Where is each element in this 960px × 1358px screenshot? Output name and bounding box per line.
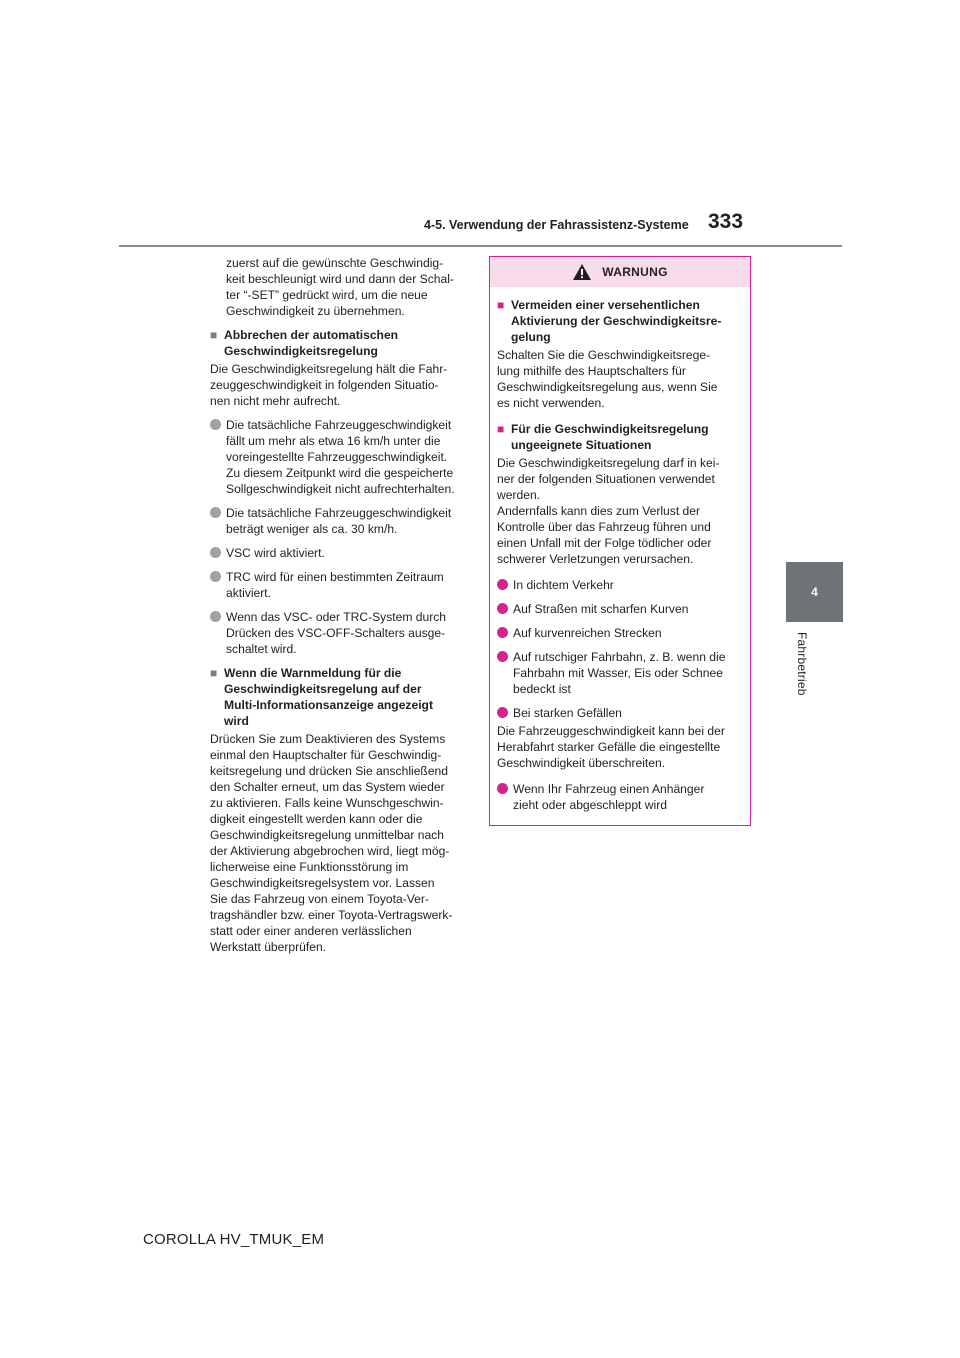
unsuitable-situations-list (497, 577, 743, 697)
list-item-text: Die tatsächliche Fahrzeuggeschwindigkeit fällt um mehr als etwa 16 km/h unter die voreingestellte Fahrzeuggeschwindigkeit. Zu diesem Zeitpunkt wird die gespeicherte Sollgeschwindigkeit nicht aufrechterhalten. (226, 418, 455, 496)
list-item-text: Bei starken Gefällen (513, 706, 622, 720)
list-item (497, 781, 743, 813)
list-item (210, 417, 472, 497)
list-item-text: VSC wird aktiviert. (226, 546, 325, 560)
bullet-dot-icon (497, 603, 508, 614)
section-text: Die Geschwindigkeitsregelung hält die Fahr- zeuggeschwindigkeit in folgenden Situatio- nen nicht mehr aufrecht. (210, 362, 448, 408)
list-item-text: TRC wird für einen bestimmten Zeitraum aktiviert. (226, 570, 444, 600)
warning-title: WARNUNG (602, 265, 668, 279)
warning-text: Die Geschwindigkeitsregelung darf in kei- ner der folgenden Situationen verwendet werden. Andernfalls kann dies zum Verlust der Kontrolle über das Fahrzeug führen und einen Unfall mit der Folge tödlicher oder schwerer Verletzungen verursachen. (497, 456, 720, 566)
list-item-text: Auf kurvenreichen Strecken (513, 626, 662, 640)
heading-text: Vermeiden einer versehentlichen Aktivierung der Geschwindigkeitsre- gelung (511, 298, 722, 344)
bullet-dot-icon (497, 579, 508, 590)
list-item (210, 569, 472, 601)
bullet-dot-icon (210, 611, 221, 622)
list-item (210, 609, 472, 657)
bullet-dot-icon (210, 419, 221, 430)
square-bullet-icon: ■ (210, 328, 218, 342)
list-item-text: Wenn das VSC- oder TRC-System durch Drücken des VSC-OFF-Schalters ausge- schaltet wird. (226, 610, 447, 656)
heading-text: Für die Geschwindigkeitsregelung ungeeignete Situationen (511, 422, 709, 452)
cancel-conditions-list (210, 417, 472, 657)
warning-heading-situations (497, 421, 743, 453)
page-number: 333 (708, 210, 744, 233)
intro-paragraph: zuerst auf die gewünschte Geschwindig- keit beschleunigt wird und dann der Schal- ter “-SET” gedrückt wird, um die neue Geschwindigkeit zu übernehmen. (226, 256, 454, 318)
warning-box (489, 256, 751, 826)
warning-text: Die Fahrzeuggeschwindigkeit kann bei der Herabfahrt starker Gefälle die eingestellte Geschwindigkeit überschreiten. (497, 724, 725, 770)
section-title: 4-5. Verwendung der Fahrassistenz-Systeme (424, 218, 689, 232)
list-item-text: Auf rutschiger Fahrbahn, z. B. wenn die Fahrbahn mit Wasser, Eis oder Schnee bedeckt ist (513, 650, 726, 696)
bullet-dot-icon (210, 571, 221, 582)
warning-heading-avoid (497, 297, 743, 345)
list-item-text: Die tatsächliche Fahrzeuggeschwindigkeit beträgt weniger als ca. 30 km/h. (226, 506, 452, 536)
warning-body (490, 287, 750, 813)
left-column (210, 255, 472, 963)
list-item (497, 625, 743, 641)
list-item (497, 705, 743, 721)
section-heading-warning-message (210, 665, 472, 729)
list-item-text: Wenn Ihr Fahrzeug einen Anhänger zieht oder abgeschleppt wird (513, 782, 705, 812)
list-item (210, 545, 472, 561)
list-item (497, 577, 743, 593)
square-bullet-icon: ■ (497, 422, 505, 436)
bullet-dot-icon (497, 651, 508, 662)
square-bullet-icon: ■ (497, 298, 505, 312)
list-item (497, 649, 743, 697)
warning-header (490, 257, 750, 287)
square-bullet-icon: ■ (210, 666, 218, 680)
heading-text: Abbrechen der automatischen Geschwindigkeitsregelung (224, 328, 399, 358)
list-item (210, 505, 472, 537)
warning-triangle-icon (572, 263, 592, 281)
bullet-dot-icon (497, 783, 508, 794)
chapter-tab[interactable] (786, 562, 843, 622)
bullet-dot-icon (210, 507, 221, 518)
section-text: Drücken Sie zum Deaktivieren des Systems einmal den Hauptschalter für Geschwindig- keitsregelung und drücken Sie anschließend den Schalter erneut, um das System wieder zu aktivieren. Falls keine Wunschgeschwin- digkeit eingestellt werden kann oder die Geschwindigkeitsregelung unmittelbar nach der Aktivierung abgebrochen wird, liegt mög- licherweise eine Funktionsstörung im Geschwindigkeitsregelsystem vor. Lassen Sie das Fahrzeug von einem Toyota-Ver- tragshändler bzw. einer Toyota-Vertragswerk- statt oder einer anderen verlässlichen Werkstatt überprüfen. (210, 732, 453, 954)
section-heading-cancel (210, 327, 472, 359)
warning-text: Schalten Sie die Geschwindigkeitsrege- lung mithilfe des Hauptschalters für Geschwindigkeitsregelung aus, wenn Sie es nicht verwenden. (497, 348, 718, 410)
list-item (497, 601, 743, 617)
model-code: COROLLA HV_TMUK_EM (143, 1231, 325, 1248)
chapter-number: 4 (811, 585, 818, 599)
bullet-dot-icon (497, 707, 508, 718)
heading-text: Wenn die Warnmeldung für die Geschwindigkeitsregelung auf der Multi-Informationsanzeige angezeigt wird (224, 666, 433, 728)
header-divider (119, 245, 842, 247)
bullet-dot-icon (210, 547, 221, 558)
list-item-text: Auf Straßen mit scharfen Kurven (513, 602, 689, 616)
chapter-label: Fahrbetrieb (795, 632, 809, 696)
list-item-text: In dichtem Verkehr (513, 578, 614, 592)
bullet-dot-icon (497, 627, 508, 638)
